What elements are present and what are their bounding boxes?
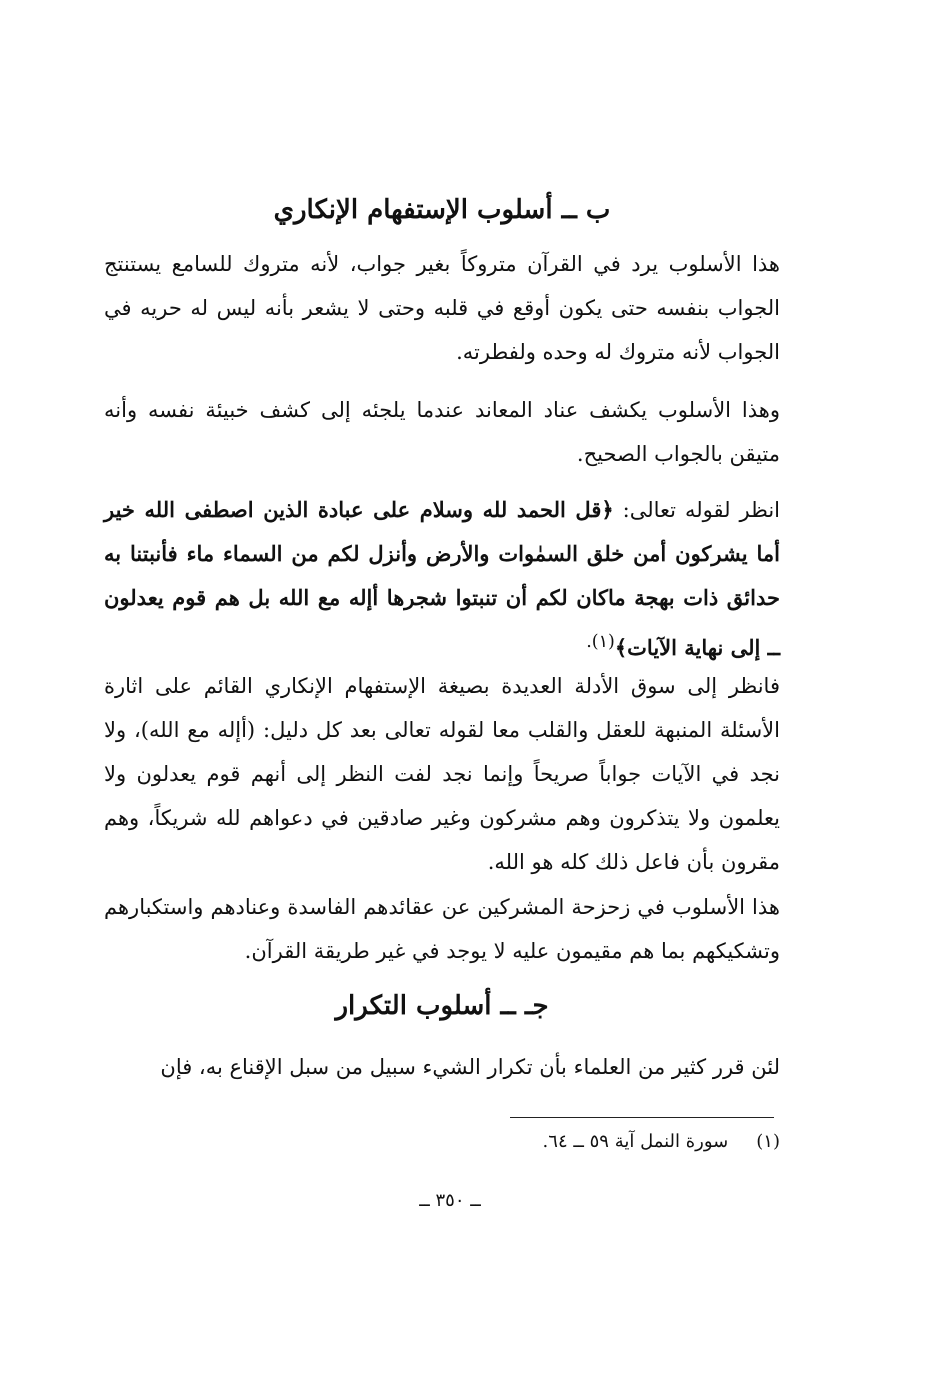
paragraph-3-intro: انظر لقوله تعالى:	[613, 498, 780, 522]
page-number: ــ ٣٥٠ ــ	[419, 1190, 481, 1211]
section-heading-b: ب ــ أسلوب الإستفهام الإنكاري	[273, 195, 611, 225]
footnote-divider	[510, 1117, 774, 1118]
paragraph-3	[104, 488, 780, 670]
quran-quote: ﴿قل الحمد لله وسلام على عبادة الذين اصطفى الله خير أما يشركون أمن خلق السمٰوات والأرض وأنزل لكم من السماء ماء فأنبتنا به حدائق ذات بهجة ماكان لكم أن تنبتوا شجرها أإله مع الله بل هم قوم يعدلون ــ إلى نهاية الآيات﴾	[104, 497, 780, 660]
paragraph-6: لئن قرر كثير من العلماء بأن تكرار الشيء سبيل من سبل الإقناع به، فإن	[160, 1055, 780, 1079]
footnote	[420, 1125, 780, 1159]
paragraph-4: فانظر إلى سوق الأدلة العديدة بصيغة الإستفهام الإنكاري القائم على اثارة الأسئلة المنبهة للعقل والقلب معا لقوله تعالى بعد كل دليل: (أإله مع الله)، ولا نجد في الآيات جواباً صريحاً وإنما نجد لفت النظر إلى أنهم قوم يعدلون ولا يعلمون ولا يتذكرون وهم مشركون وغير صادقين في دعواهم لله شريكاً، وهم مقرون بأن فاعل ذلك كله هو الله.	[104, 674, 780, 874]
paragraph-5: هذا الأسلوب في زحزحة المشركين عن عقائدهم الفاسدة وعنادهم واستكبارهم وتشكيكهم بما هم مقيمون عليه لا يوجد في غير طريقة القرآن.	[104, 895, 780, 963]
footnote-ref: (١).	[586, 632, 615, 652]
section-heading-j: جـ ــ أسلوب التكرار	[335, 991, 549, 1021]
paragraph-1: هذا الأسلوب يرد في القرآن متروكاً بغير جواب، لأنه متروك للسامع يستنتج الجواب بنفسه حتى يكون أوقع في قلبه وحتى لا يشعر بأنه ليس له حريه في الجواب لأنه متروك له وحده ولفطرته.	[104, 252, 780, 364]
footnote-number: (١)	[756, 1131, 780, 1152]
footnote-text: سورة النمل آية ٥٩ ــ ٦٤.	[542, 1131, 729, 1152]
paragraph-2: وهذا الأسلوب يكشف عناد المعاند عندما يلجئه إلى كشف خبيئة نفسه وأنه متيقن بالجواب الصحيح.	[104, 398, 780, 466]
